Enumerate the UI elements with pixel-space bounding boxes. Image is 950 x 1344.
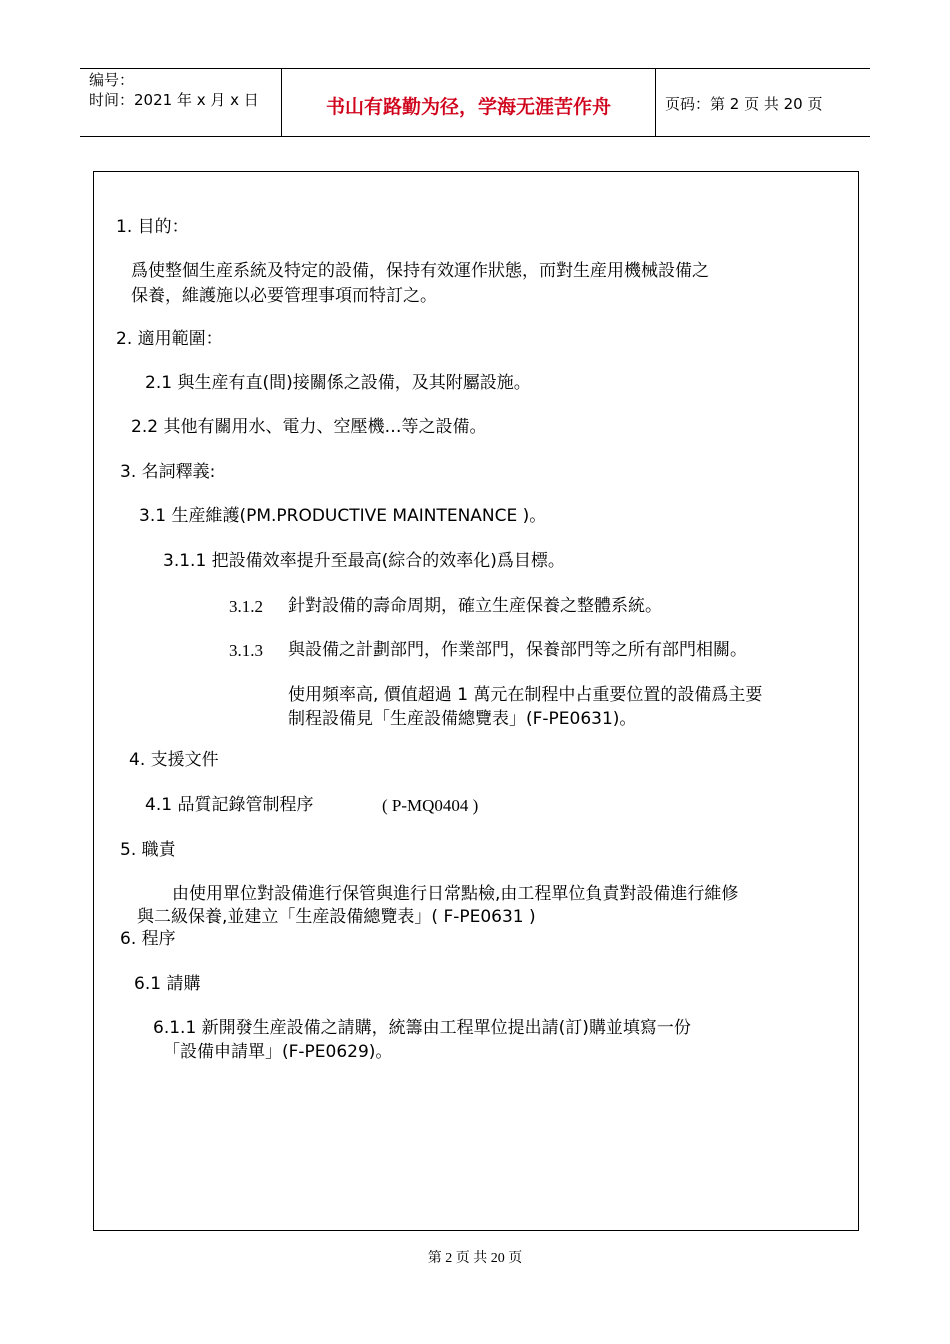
section-6-title: 6. 程序 (120, 929, 176, 949)
section-3-note-line-2: 制程設備見「生産設備總覽表」(F-PE0631)。 (288, 709, 637, 729)
section-5-title: 5. 職責 (120, 840, 176, 860)
header-bottom-rule (80, 136, 870, 137)
section-1-title: 1. 目的： (116, 217, 189, 237)
section-3-1-3-number: 3.1.3 (229, 641, 263, 660)
section-3-1-1: 3.1.1 把設備效率提升至最高(綜合的效率化)爲目標。 (163, 551, 565, 571)
header-number-label: 编号： (89, 71, 135, 89)
section-5-paragraph-line-1: 由使用單位對設備進行保管與進行日常點檢,由工程單位負責對設備進行維修 (172, 884, 739, 904)
header-divider-1 (281, 68, 282, 136)
footer-page-number: 第 2 页 共 20 页 (427, 1251, 523, 1266)
header-top-rule (80, 68, 870, 69)
section-3-1-2-text: 針對設備的壽命周期，確立生産保養之整體系統。 (288, 596, 662, 616)
section-1-paragraph-line-1: 爲使整個生産系統及特定的設備，保持有效運作狀態，而對生産用機械設備之 (131, 261, 709, 281)
section-2-2: 2.2 其他有關用水、電力、空壓機…等之設備。 (131, 417, 487, 437)
section-6-1-1-line-1: 6.1.1 新開發生産設備之請購，統籌由工程單位提出請(訂)購並填寫一份 (153, 1018, 691, 1038)
section-4-1-code: ( P-MQ0404 ) (382, 796, 479, 815)
header-page-label: 页码：第 2 页 共 20 页 (665, 95, 823, 113)
section-3-title: 3. 名詞釋義: (120, 462, 216, 482)
header-date-label: 时间：2021 年 x 月 x 日 (89, 91, 259, 109)
section-5-paragraph-line-2: 與二級保養,並建立「生産設備總覽表」( F-PE0631 ) (137, 907, 536, 927)
section-3-1-2-number: 3.1.2 (229, 597, 263, 616)
section-3-1-3-text: 與設備之計劃部門，作業部門，保養部門等之所有部門相關。 (288, 640, 747, 660)
section-2-1: 2.1 與生産有直(間)接關係之設備，及其附屬設施。 (145, 373, 531, 393)
section-3-note-line-1: 使用頻率高, 價值超過 1 萬元在制程中占重要位置的設備爲主要 (288, 685, 763, 705)
header-motto: 书山有路勤为径，学海无涯苦作舟 (325, 96, 611, 118)
section-6-1-1-line-2: 「設備申請單」(F-PE0629)。 (163, 1042, 393, 1062)
header-divider-2 (655, 68, 656, 136)
section-6-1: 6.1 請購 (134, 974, 201, 994)
section-2-title: 2. 適用範圍： (116, 329, 223, 349)
section-4-1: 4.1 品質記錄管制程序 (145, 795, 314, 815)
section-1-paragraph-line-2: 保養，維護施以必要管理事項而特訂之。 (131, 286, 437, 306)
section-4-title: 4. 支援文件 (129, 750, 219, 770)
section-3-1: 3.1 生産維護(PM.PRODUCTIVE MAINTENANCE )。 (139, 506, 547, 526)
